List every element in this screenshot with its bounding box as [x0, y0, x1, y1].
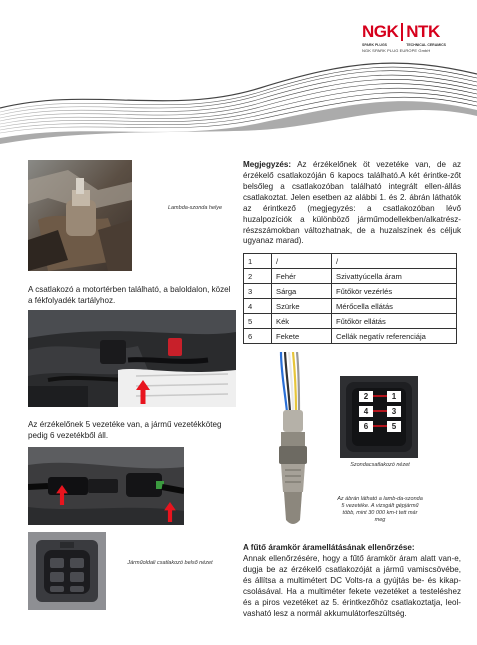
caption-sensor-connector: Szondacsatlakozó nézet: [350, 462, 410, 468]
table-cell-function: /: [332, 254, 457, 269]
table-cell-pin: 4: [244, 299, 272, 314]
table-cell-color: Sárga: [272, 284, 332, 299]
logo-ngk-text: NGK: [362, 22, 399, 41]
logo-sub-right: TECHNICAL CERAMICS: [406, 43, 446, 47]
table-row: [244, 254, 457, 269]
red-arrow-up-left-icon: [56, 485, 68, 505]
table-cell-function: Fűtőkör vezérlés: [332, 284, 457, 299]
logo-ntk-text: NTK: [406, 22, 440, 41]
table-cell-function: Cellák negatív referenciája: [332, 329, 457, 344]
pin-marker-lines: [373, 391, 387, 433]
wire-table: [243, 253, 457, 344]
pin-label-4: 4: [359, 406, 373, 417]
logo-company: NGK SPARK PLUG EUROPE GmbH: [362, 48, 431, 53]
table-cell-function: Mérőcella ellátás: [332, 299, 457, 314]
table-cell-function: Fűtőkör ellátás: [332, 314, 457, 329]
table-cell-pin: 5: [244, 314, 272, 329]
photo-connector-pair: [28, 447, 184, 525]
text-wire-counts: Az érzékelőnek 5 vezetéke van, a jármű vezetékköteg pedig 6 vezetékből áll.: [28, 420, 222, 440]
note-heading: Megjegyzés:: [243, 160, 292, 169]
text-connector-location: A csatlakozó a motortérben található, a baloldalon, közel a fékfolyadék tartályhoz.: [28, 285, 231, 305]
table-row: [244, 284, 457, 299]
red-arrow-up-icon: [136, 380, 150, 404]
pin-label-6: 6: [359, 421, 373, 432]
photo-engine-bay: [28, 310, 236, 407]
pin-label-5: 5: [387, 421, 401, 432]
table-row: [244, 314, 457, 329]
pin-label-1: 1: [387, 391, 401, 402]
table-cell-pin: 2: [244, 269, 272, 284]
table-cell-color: Fehér: [272, 269, 332, 284]
photo-lambda-sensor: [267, 352, 329, 536]
caption-sensor-photo-note: Az ábrán látható a lamb-da-szonda 5 vezetéke. A vizsgált gépjármű több, mint 30 000 km-t tett már meg: [337, 496, 423, 524]
photo-sensor-location: [28, 160, 132, 271]
pin-label-2: 2: [359, 391, 373, 402]
table-cell-color: Szürke: [272, 299, 332, 314]
note-body: Az érzékelőnek öt vezetéke van, de az érzékelő csatlakozóján 6 kapocs található.A két érintke-zőt belsőleg a csatlakozóban található integrált ellen-állás csatlakoztat. Jelen esetben az alábbi 1. és 2. ábrán láthatók az érintkező (megjegyzés: a csatlakozóban lévő huzalpozíciók a különböző járműmodellekben/alkatrész-részszámokban változhatnak, de a huzalszínek és céljuk ugyanaz marad).: [243, 160, 461, 246]
table-cell-pin: 1: [244, 254, 272, 269]
photo-vehicle-connector: [28, 532, 106, 610]
heating-section: [243, 543, 461, 619]
table-cell-pin: 6: [244, 329, 272, 344]
table-cell-function: Szivattyúcella áram: [332, 269, 457, 284]
note-paragraph: [243, 160, 461, 247]
table-row: [244, 299, 457, 314]
caption-vehicle-connector: Járműoldali csatlakozó belső nézet: [127, 560, 213, 566]
table-cell-color: Kék: [272, 314, 332, 329]
table-cell-color: /: [272, 254, 332, 269]
logo-sub-left: SPARK PLUGS: [362, 43, 388, 47]
heating-title: A fűtő áramkör áramellátásának ellenőrzése:: [243, 543, 415, 552]
heating-body: Annak ellenőrzésére, hogy a fűtő áramkör áram alatt van-e, dugja be az érzékelő csatlakozóját a jármű vamiscsövébe, és állítsa a multimétert DC Volts-ra a gyújtás be- és kikap-csolásával. Ha a multiméter fekete vezetéket a testeléshez és a piros vezetéket az 5. érintkezőhöz csatlakoztatja, leol-vasható lesz a normál akkumulátorfeszültség.: [243, 553, 461, 618]
ngk-ntk-logo: [362, 22, 462, 53]
table-cell-pin: 3: [244, 284, 272, 299]
table-row: [244, 269, 457, 284]
table-cell-color: Fekete: [272, 329, 332, 344]
caption-sensor-location: Lambda-szonda helye: [167, 205, 223, 211]
pin-label-3: 3: [387, 406, 401, 417]
logo-separator: [401, 23, 403, 41]
red-arrow-up-right-icon: [164, 502, 176, 522]
table-row: [244, 329, 457, 344]
